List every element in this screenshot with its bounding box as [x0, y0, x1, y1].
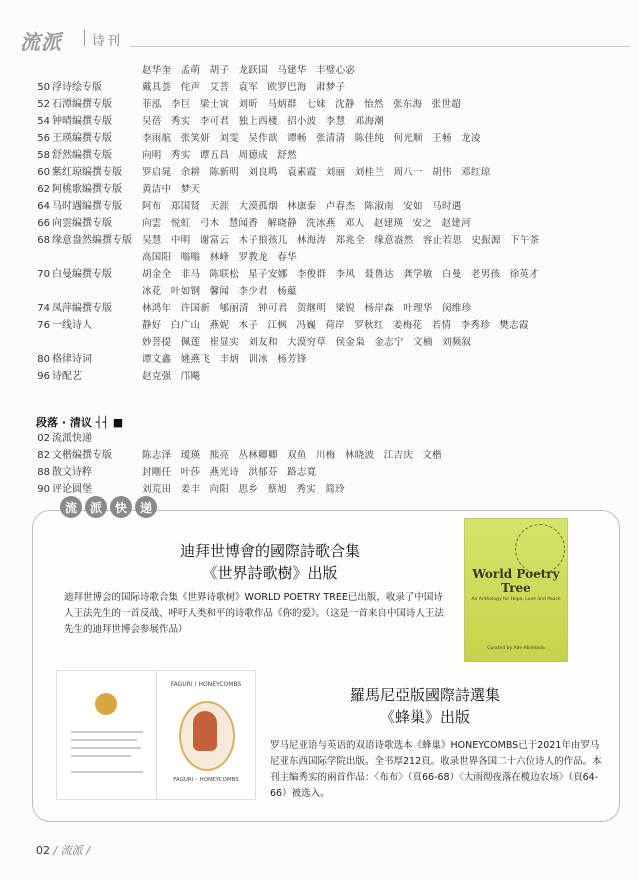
text-line [71, 755, 131, 757]
toc-authors: 刘荒田 姜丰 向阳 思乡 蔡旭 秀实 简玲 [142, 484, 345, 495]
toc-authors: 赵克强 邝飚 [142, 371, 201, 382]
toc-page-number: 58 [37, 150, 50, 161]
toc-section-title: 凤萍编撰专版 [52, 303, 112, 314]
toc-authors: 吴慧 中明 谢富云 木子狼孩儿 林海涛 郑兆全 缘意盎然 容止若思 史振源 下午茶 [142, 235, 540, 246]
book2-head: FAGURI / HONEYCOMBS [170, 681, 242, 688]
toc-page-number: 90 [37, 484, 50, 495]
toc-row [36, 302, 606, 315]
toc-row [36, 64, 606, 77]
toc-row [36, 432, 606, 445]
toc-page-number: 68 [37, 235, 50, 246]
toc-section-title: 阿桃歌编撰专版 [52, 184, 122, 195]
toc-authors: 罗启晁 余耕 陈新明 刘良鸣 袁素霞 刘丽 刘桂兰 周八一 胡伟 邓红琼 [142, 167, 491, 178]
toc-section-title: 评论圆堡 [52, 484, 92, 495]
express-label-char: 派 [85, 496, 107, 518]
news1-title-line2: 《世界詩歌樹》出版 [202, 564, 338, 582]
express-label-char: 快 [110, 496, 132, 518]
toc-page-number: 76 [37, 320, 50, 331]
toc-page-number: 74 [37, 303, 50, 314]
toc-row [36, 449, 606, 462]
toc-page-number: 66 [37, 218, 50, 229]
toc-row [36, 370, 606, 383]
toc-authors: 赵华奎 孟萌 胡子 龙跃国 马建华 丰璧心宓 [142, 65, 356, 76]
toc-row [142, 251, 606, 264]
toc-page-number: 82 [37, 450, 50, 461]
toc-row [36, 166, 606, 179]
news2-title-line1: 羅馬尼亞版國際詩選集 [349, 686, 500, 704]
toc-section-title: 钟晴编撰专版 [52, 116, 112, 127]
toc-page-number: 88 [37, 467, 50, 478]
magazine-subtitle: 诗刊 [92, 34, 123, 49]
header-rule [130, 46, 630, 47]
book2-foot: FAGURI – HONEYCOMBS [173, 777, 239, 783]
table-of-contents [36, 64, 606, 387]
toc-row [36, 115, 606, 128]
toc-authors: 林鸿年 许国新 郇丽清 钟可君 贺继明 梁锐 杨岸森 叶理华 闵维珍 [142, 303, 472, 314]
toc-section-title: 王瑛编撰专版 [52, 133, 112, 144]
toc-page-number: 52 [37, 99, 50, 110]
toc-row [36, 149, 606, 162]
toc-row [36, 98, 606, 111]
book1-curator: Curated by Ade Abimbola [487, 646, 545, 651]
toc-page-number: 60 [37, 167, 50, 178]
toc-row [36, 81, 606, 94]
toc-row [36, 200, 606, 213]
section-title: 段落 · 清议 ┤┤ ■ [36, 416, 124, 429]
figure-icon [193, 711, 217, 751]
toc-authors: 戴具荟 侘声 艾菩 袁军 欧罗巴海 肃梦子 [142, 82, 346, 93]
table-of-contents-2 [36, 432, 606, 500]
toc-page-number: 64 [37, 201, 50, 212]
news2-title-line2: 《蜂巢》出版 [379, 708, 470, 726]
toc-page-number: 50 [37, 82, 50, 93]
toc-authors: 静好 白广山 燕妮 木子 江枫 冯巍 荷岸 罗秋红 姜梅花 若情 李秀珍 樊志霞 [142, 320, 529, 331]
toc-row [142, 285, 606, 298]
toc-section-title: 流派快递 [52, 433, 92, 444]
toc-page-number: 54 [37, 116, 50, 127]
toc-authors: 向雲 悦虹 弓木 慧闻香 解晓静 洗冰燕 邓人 赵建瑛 安之 赵建河 [142, 218, 471, 229]
toc-section-title: 马时遇编撰专版 [52, 201, 122, 212]
toc-page-number [36, 64, 50, 77]
news2-title [330, 684, 520, 728]
toc-authors: 吴蓓 秀实 李可君 独上西楼 招小波 李慧 邓海潮 [142, 116, 385, 127]
toc-authors: 高国阳 嗡嗡 林峰 罗教龙 春华 [142, 252, 297, 263]
toc-section-title: 一线诗人 [52, 320, 92, 331]
honeycombs-front-cover [156, 670, 256, 800]
express-label-char: 流 [60, 496, 82, 518]
text-line [71, 731, 143, 733]
book1-title: World Poetry Tree [472, 567, 560, 595]
toc-page-number: 96 [37, 371, 50, 382]
toc-section-title: 石潭编撰专版 [52, 99, 112, 110]
toc-row [36, 183, 606, 196]
toc-row [36, 319, 606, 332]
toc-row [36, 132, 606, 145]
seal-icon [95, 693, 117, 715]
toc-section-title: 散文诗粹 [52, 467, 92, 478]
news1-title-line1: 迪拜世博會的國際詩歌合集 [179, 542, 360, 560]
toc-row [36, 268, 606, 281]
toc-section-title: 白曼编撰专版 [52, 269, 112, 280]
toc-section-title [52, 64, 142, 77]
toc-authors: 冰花 叶如钢 馨闻 李少君 杨藴 [142, 286, 297, 297]
toc-row [36, 353, 606, 366]
text-line [71, 739, 137, 741]
world-poetry-tree-cover [464, 518, 568, 662]
footer-mag: 流派 [60, 844, 83, 857]
express-label-char: 递 [135, 496, 157, 518]
page-number: 02 [36, 844, 50, 857]
news2-body: 罗马尼亚语与英语的双语诗歌选本《蜂巢》HONEYCOMBS已于2021年由罗马尼亚东西国际学院出版。全书厚212頁。收录世界各国二十六位诗人的作品。本刊主编秀实的兩首作品：〈布布〉（頁66-68）〈大雨彻夜落在榄边农场〉（頁64-66）被选入。 [270, 740, 602, 799]
honeycombs-back-cover [56, 670, 158, 800]
toc-authors: 菲泓 李巨 梁士寅 刘昕 马炳群 七妹 沈静 怡然 张东海 张世超 [142, 99, 462, 110]
page-footer: 02 / 流派 / [36, 844, 90, 857]
toc-section-title: 格律诗词 [52, 354, 92, 365]
toc-section-title: 舒然编撰专版 [52, 150, 112, 161]
toc-authors: 胡金全 非马 陈联松 星子安娜 李俊群 李风 聂鲁达 龚学敏 白曼 老男孩 徐英才 [142, 269, 539, 280]
toc-section-title: 向雲编撰专版 [52, 218, 112, 229]
toc-authors: 李雨航 张笑妍 刘雯 吴作歆 谭畅 张清清 陈佳纯 何光顺 王畅 龙凌 [142, 133, 481, 144]
toc-page-number: 70 [37, 269, 50, 280]
toc-authors: 阿布 郑国贤 天涯 大漠孤烟 林康泰 卢春杰 陈淑南 安如 马时遇 [142, 201, 462, 212]
toc-page-number: 62 [37, 184, 50, 195]
toc-authors: 妙菩提 佩莲 崔显实 刘友和 大漠穷草 侯金枭 金志宁 文楠 刘频叙 [142, 337, 472, 348]
toc-authors: 陈志泽 瑷瑛 熊亮 丛林卿卿 双鱼 川梅 林晓波 江吉庆 文楷 [142, 450, 442, 461]
toc-row [36, 466, 606, 479]
toc-authors: 向明 秀实 谭五昌 周德成 舒然 [142, 150, 297, 161]
logo-divider [84, 30, 85, 46]
toc-row [36, 217, 606, 230]
toc-row [36, 234, 606, 247]
magazine-logo: 流派 [20, 30, 62, 54]
news1-title [150, 540, 390, 584]
toc-page-number: 02 [37, 433, 50, 444]
toc-page-number: 80 [37, 354, 50, 365]
text-line [71, 771, 143, 773]
toc-section-title: 文楷编撰专版 [52, 450, 112, 461]
toc-section-title: 诗配艺 [52, 371, 82, 382]
express-news-label [60, 492, 160, 522]
toc-section-title: 缘意盎然编撰专版 [52, 235, 132, 246]
toc-authors: 黄洁中 梦天 [142, 184, 201, 195]
toc-section-title: 浮诗绘专版 [52, 82, 102, 93]
news1-body: 迪拜世博会的国际诗歌合集《世界诗歌树》WORLD POETRY TREE已出版，收录了中国诗人王法先生的一首反战、呼吁人类和平的诗歌作品《你的爱》。（这是一首来自中国诗人王法先生的迪拜世博会参展作品） [64, 592, 445, 635]
toc-row [142, 336, 606, 349]
toc-section-title: 紫红琼编撰专版 [52, 167, 122, 178]
toc-authors: 封剛任 叶莎 燕光诗 洪郁芬 路志寬 [142, 467, 317, 478]
toc-authors: 谭文鑫 姚燕飞 丰炳 训冰 杨芳锋 [142, 354, 307, 365]
text-line [71, 747, 141, 749]
book1-subtitle: An Anthology for Hope, Love and Peace [471, 597, 561, 602]
toc-page-number: 56 [37, 133, 50, 144]
